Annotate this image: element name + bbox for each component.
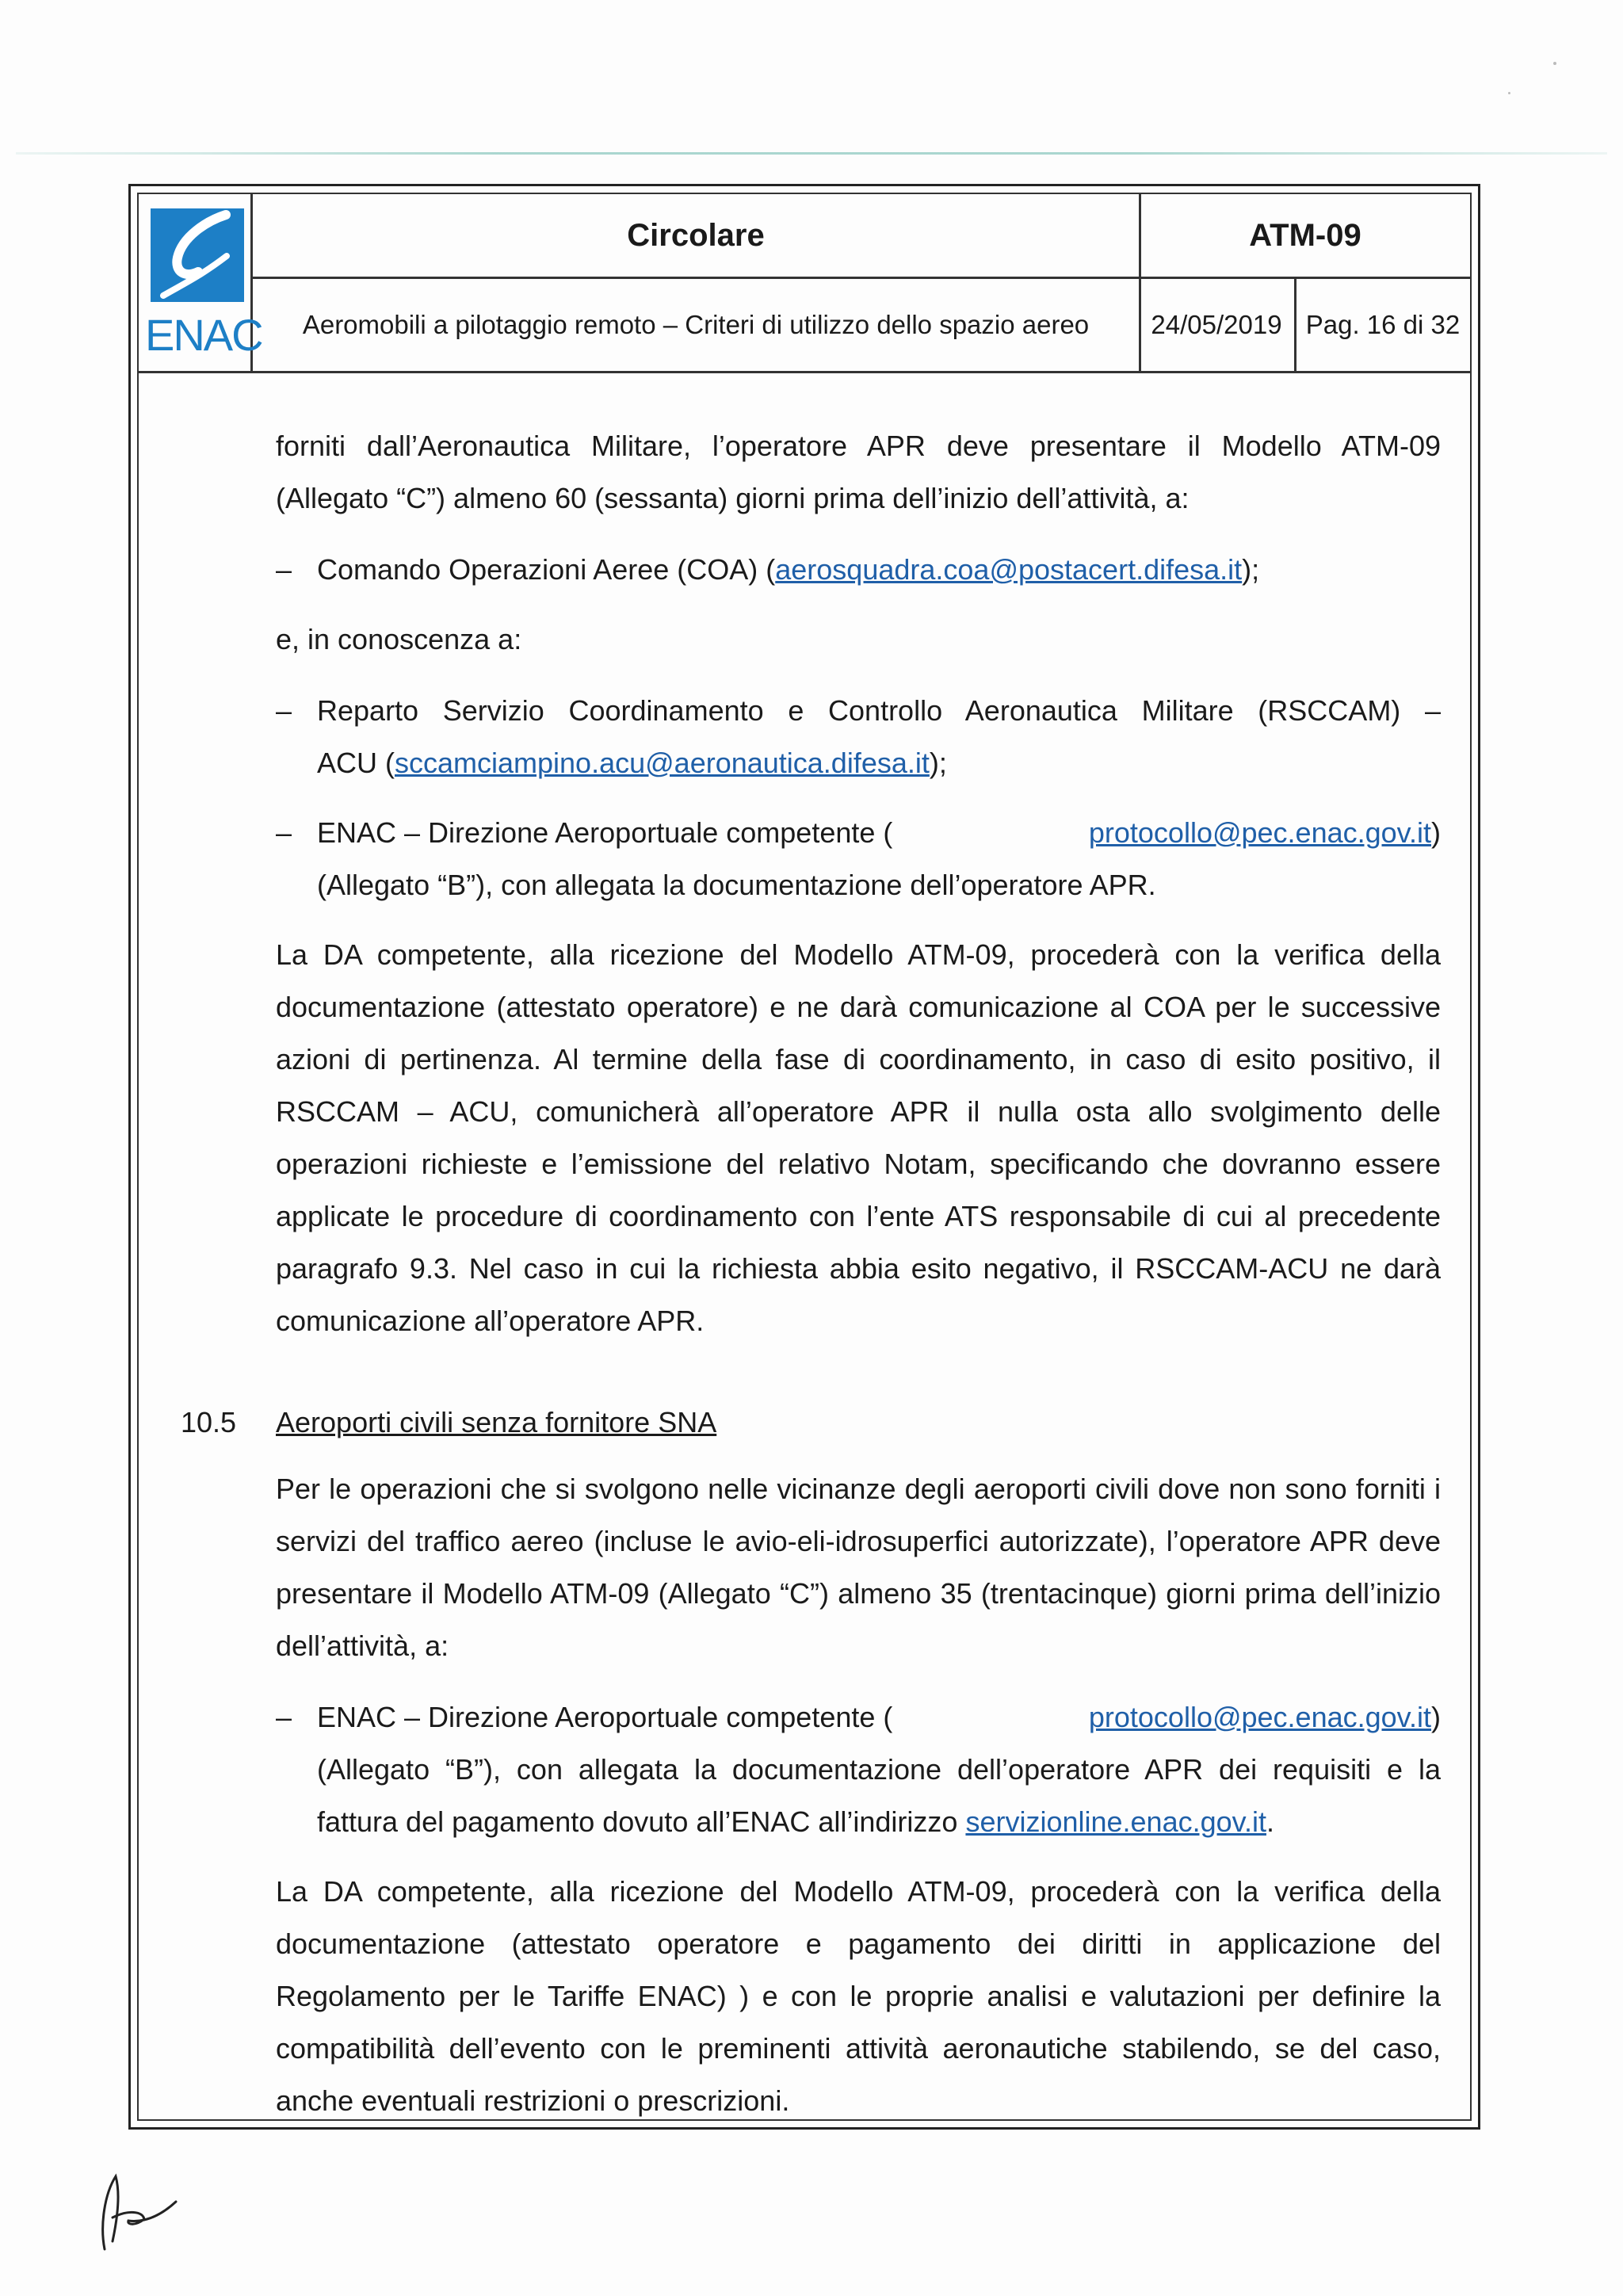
email-link[interactable]: sccamciampino.acu@aeronautica.difesa.it	[395, 747, 930, 779]
section-title: Aeroporti civili senza fornitore SNA	[276, 1406, 717, 1438]
list-item-text	[317, 807, 1441, 911]
list-item-suffix: )	[1431, 816, 1441, 849]
list-item-suffix: );	[1242, 553, 1260, 586]
list-item-prefix: ENAC – Direzione Aeroportuale competente (	[317, 816, 893, 849]
paragraph: e, in conoscenza a:	[276, 623, 522, 655]
document-code: ATM-09	[1249, 217, 1361, 253]
list-item-prefix: Comando Operazioni Aeree (COA) (	[317, 553, 776, 586]
list-item-text	[317, 544, 1441, 596]
list-item-prefix: ENAC – Direzione Aeroportuale competente (	[317, 1701, 893, 1733]
list-item-suffix: );	[929, 747, 947, 779]
scan-speck	[1553, 62, 1556, 65]
section-number: 10.5	[181, 1406, 237, 1438]
document-body	[181, 420, 1441, 2146]
list-dash: –	[276, 694, 292, 727]
enac-logo-text: ENAC	[145, 310, 262, 360]
email-link[interactable]: protocollo@pec.enac.gov.it	[1088, 1701, 1431, 1733]
document-subtitle: Aeromobili a pilotaggio remoto – Criteri di utilizzo dello spazio aereo	[302, 310, 1090, 339]
list-item-suffix: .	[1266, 1805, 1274, 1838]
enac-logo-icon	[151, 208, 244, 302]
website-link[interactable]: servizionline.enac.gov.it	[965, 1805, 1266, 1838]
list-item	[276, 544, 1441, 596]
list-dash: –	[276, 816, 292, 849]
list-item	[276, 1691, 1441, 1848]
scan-speck	[1508, 92, 1510, 94]
list-item	[276, 807, 1441, 911]
list-item-line	[317, 807, 1441, 859]
list-item-line: (Allegato “B”), con allegata la documentazione dell’operatore APR.	[317, 869, 1156, 901]
list-item-line: Reparto Servizio Coordinamento e Controllo Aeronautica Militare (RSCCAM) –	[317, 694, 1441, 727]
list-item-line	[317, 1691, 1441, 1744]
document-type: Circolare	[627, 217, 765, 253]
list-item-suffix: )	[1431, 1701, 1441, 1733]
list-item	[276, 685, 1441, 789]
scan-artifact-line	[16, 152, 1607, 155]
list-item-text	[317, 1691, 1441, 1848]
email-link[interactable]: aerosquadra.coa@postacert.difesa.it	[775, 553, 1243, 586]
page-number: Pag. 16 di 32	[1305, 310, 1461, 339]
document-date: 24/05/2019	[1151, 310, 1282, 339]
list-item-prefix: ACU (	[317, 747, 395, 779]
paragraph: Per le operazioni che si svolgono nelle vicinanze degli aeroporti civili dove non sono forniti i servizi del traffico aereo (incluse le avio-eli-idrosuperfici autorizzate), l’operatore APR deve presentare il Modello ATM-09 (Allegato “C”) almeno 35 (trentacinque) giorni prima dell’inizio dell’attività, a:	[276, 1473, 1441, 1662]
handwritten-initials-icon	[81, 2170, 192, 2261]
paragraph: La DA competente, alla ricezione del Modello ATM-09, procederà con la verifica della documentazione (attestato operatore e pagamento dei diritti in applicazione del Regolamento per le Tariffe ENAC) ) e con le proprie analisi e valutazioni per definire la compatibilità dell’evento con le preminenti attività aeronautiche stabilendo, se del caso, anche eventuali restrizioni o prescrizioni.	[276, 1875, 1441, 2117]
list-item-line: (Allegato “B”), con allegata la documentazione dell’operatore APR dei requisiti e la fattura del pagamento dovuto all’ENAC all’indirizzo	[317, 1753, 1441, 1838]
paragraph: forniti dall’Aeronautica Militare, l’operatore APR deve presentare il Modello ATM-09 (Allegato “C”) almeno 60 (sessanta) giorni prima dell’inizio dell’attività, a:	[276, 430, 1441, 514]
email-link[interactable]: protocollo@pec.enac.gov.it	[1088, 816, 1431, 849]
logo-cell	[139, 194, 262, 371]
list-item-text	[317, 685, 1441, 789]
list-dash: –	[276, 1701, 292, 1733]
paragraph: La DA competente, alla ricezione del Modello ATM-09, procederà con la verifica della documentazione (attestato operatore) e ne darà comunicazione al COA per le successive azioni di pertinenza. Al termine della fase di coordinamento, in caso di esito positivo, il RSCCAM – ACU, comunicherà all’operatore APR il nulla osta allo svolgimento delle operazioni richieste e l’emissione del relativo Notam, specificando che dovranno essere applicate le procedure di coordinamento con l’ente ATS responsabile di cui al precedente paragrafo 9.3. Nel caso in cui la richiesta abbia esito negativo, il RSCCAM-ACU ne darà comunicazione all’operatore APR.	[276, 938, 1441, 1337]
list-dash: –	[276, 553, 292, 586]
section-heading	[181, 1396, 1441, 1449]
document-header	[139, 194, 1470, 373]
